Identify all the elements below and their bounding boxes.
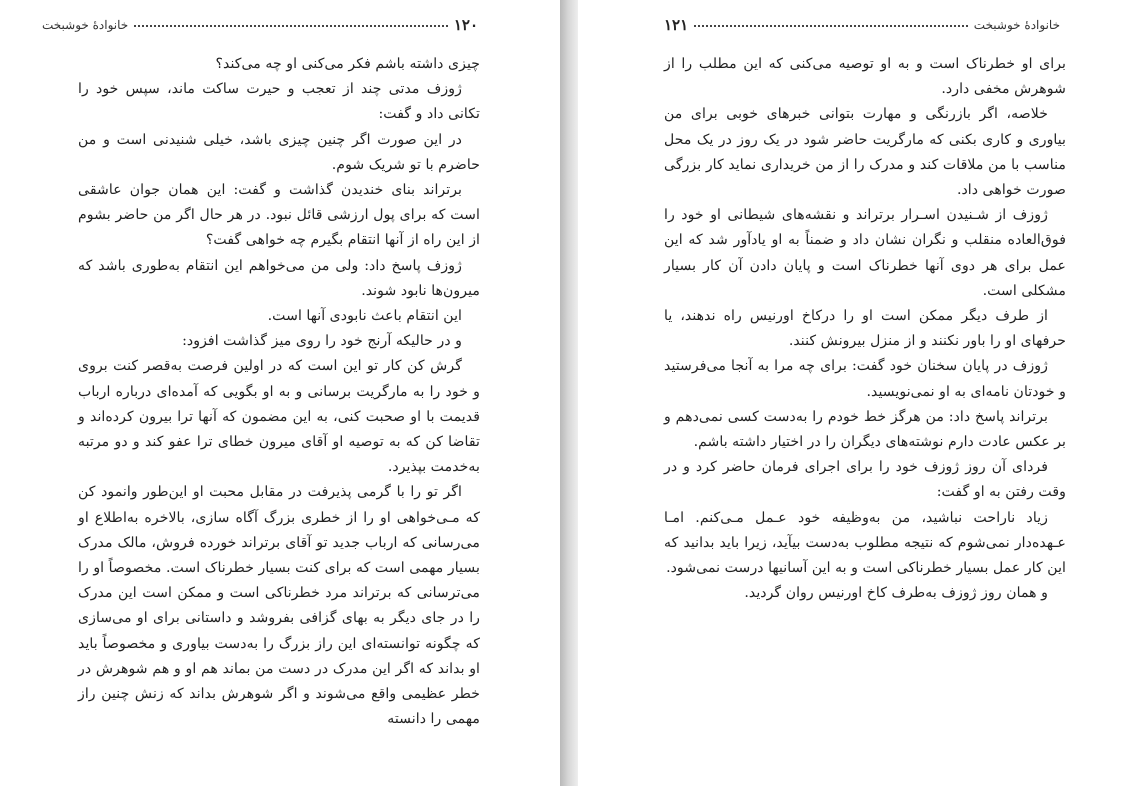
left-paragraph: این انتقام باعث نابودی آنها است. — [267, 308, 462, 325]
left-page — [0, 0, 560, 786]
left-page-header — [42, 14, 478, 37]
right-page — [578, 0, 1132, 786]
left-paragraph: اگر تو را با گرمی پذیرفت در مقابل محبت او این‌طور وانمود کن که مـی‌خواهی او را از خطری بزرگ آگاه سازی، بالاخره به‌اطلاع او می‌رسانی که ارباب جدید تو آقای برتراند خورده فروش، مالک مدرک بسیار مهمی است که برای کنت بسیار خطرناک است. مخصوصاً او را می‌ترسانی که برتراند مرد خطرناکی است و ممکن است این مدرک را در جای دیگر به بهای گزافی بفروشد و داستانی برای او می‌سازی که چگونه توانسته‌ای این راز بزرگ را به‌دست بیاوری و مخصوصاً باید او بداند که اگر این مدرک در دست من بماند هم او و هم شوهرش در خطر عظیمی واقع می‌شوند و اگر شوهرش بداند که زنش چنین راز مهمی را دانسته — [78, 484, 480, 728]
header-leader-dots — [694, 24, 968, 27]
left-running-title: خانوادهٔ خوشبخت — [42, 18, 129, 32]
right-paragraph: ژوزف در پایان سخنان خود گفت: برای چه مرا به آنجا می‌فرستید و خودتان نامه‌ای به او نمی‌نویسید. — [664, 358, 1066, 400]
header-leader-dots — [134, 24, 448, 27]
right-paragraph: فردای آن روز ژوزف خود را برای اجرای فرمان حاضر کرد و در وقت رفتن به او گفت: — [664, 459, 1066, 501]
right-page-body — [664, 52, 1066, 606]
right-paragraph: زیاد ناراحت نباشید، من به‌وظیفه خود عـمل مـی‌کنم. امـا عـهده‌دار نمی‌شوم که نتیجه مطلوب به‌دست بیآید، زیرا باید بدانید که این کار عمل بسیار خطرناکی است و به این آسانیها درست نمی‌شود. — [664, 509, 1066, 577]
right-paragraph: و همان روز ژوزف به‌طرف کاخ اورنیس روان گردید. — [744, 585, 1048, 602]
right-paragraph: برتراند پاسخ داد: من هرگز خط خودم را به‌دست کسی نمی‌دهم و بر عکس عادت دارم نوشته‌های دیگران را در اختیار داشته باشم. — [664, 408, 1066, 451]
right-running-title: خانوادهٔ خوشبخت — [973, 18, 1060, 32]
left-page-body — [78, 52, 480, 732]
left-paragraph: ژوزف مدتی چند از تعجب و حیرت ساکت ماند، سپس خود را تکانی داد و گفت: — [78, 81, 480, 123]
left-paragraph: چیزی داشته باشم فکر می‌کنی او چه می‌کند؟ — [215, 56, 480, 72]
left-paragraph: در این صورت اگر چنین چیزی باشد، خیلی شنیدنی است و من حاضرم با تو شریک شوم. — [78, 131, 480, 173]
left-paragraph: و در حالیکه آرنج خود را روی میز گذاشت افزود: — [182, 333, 462, 350]
right-paragraph: برای او خطرناک است و به او توصیه می‌کنی که این مطلب را از شوهرش مخفی دارد. — [664, 56, 1066, 98]
book-gutter — [560, 0, 578, 786]
right-paragraph: ژوزف از شـنیدن اسـرار برتراند و نقشه‌های شیطانی او خود را فوق‌العاده منقلب و نگران نشان داد و ضمناً به او یادآور شد که این عمل برای هر دوی آنها خطرناک است و پایان دادن آن کار بسیار مشکلی است. — [664, 207, 1066, 299]
left-paragraph: برتراند بنای خندیدن گذاشت و گفت: این همان جوان عاشقی است که برای پول ارزشی قائل نبود. در هر حال اگر من حاضر بشوم از این راه از آنها انتقام بگیرم چه خواهی گفت؟ — [78, 182, 480, 249]
right-paragraph: خلاصه، اگر بازرنگی و مهارت بتوانی خبرهای خوبی برای من بیاوری و کاری بکنی که مارگریت حاضر شود در یک روز در یک محل مناسب با من ملاقات کند و مدرک را از من خریداری نماید کار بزرگی صورت خواهی داد. — [664, 106, 1066, 199]
right-paragraph: از طرف دیگر ممکن است او را درکاخ اورنیس راه ندهند، یا حرفهای او را باور نکنند و از منزل بیرونش کنند. — [664, 308, 1066, 350]
left-paragraph: ژوزف پاسخ داد: ولی من می‌خواهم این انتقام به‌طوری باشد که میرون‌ها نابود شوند. — [78, 257, 480, 299]
right-page-header — [664, 14, 1060, 37]
left-page-number: ۱۲۰ — [453, 16, 478, 34]
right-page-number: ۱۲۱ — [664, 16, 689, 34]
left-paragraph: گرش کن کار تو این است که در اولین فرصت به‌قصر کنت بروی و خود را به مارگریت برسانی و به او بگویی که آمده‌ای درباره ارباب قدیمت با او صحبت کنی، به این مضمون که آنها ترا بیرون کرده‌اند و تقاضا کن که به توصیه او آقای میرون خطای ترا عفو کند و دو مرتبه به‌خدمت بپذیرد. — [78, 358, 480, 476]
